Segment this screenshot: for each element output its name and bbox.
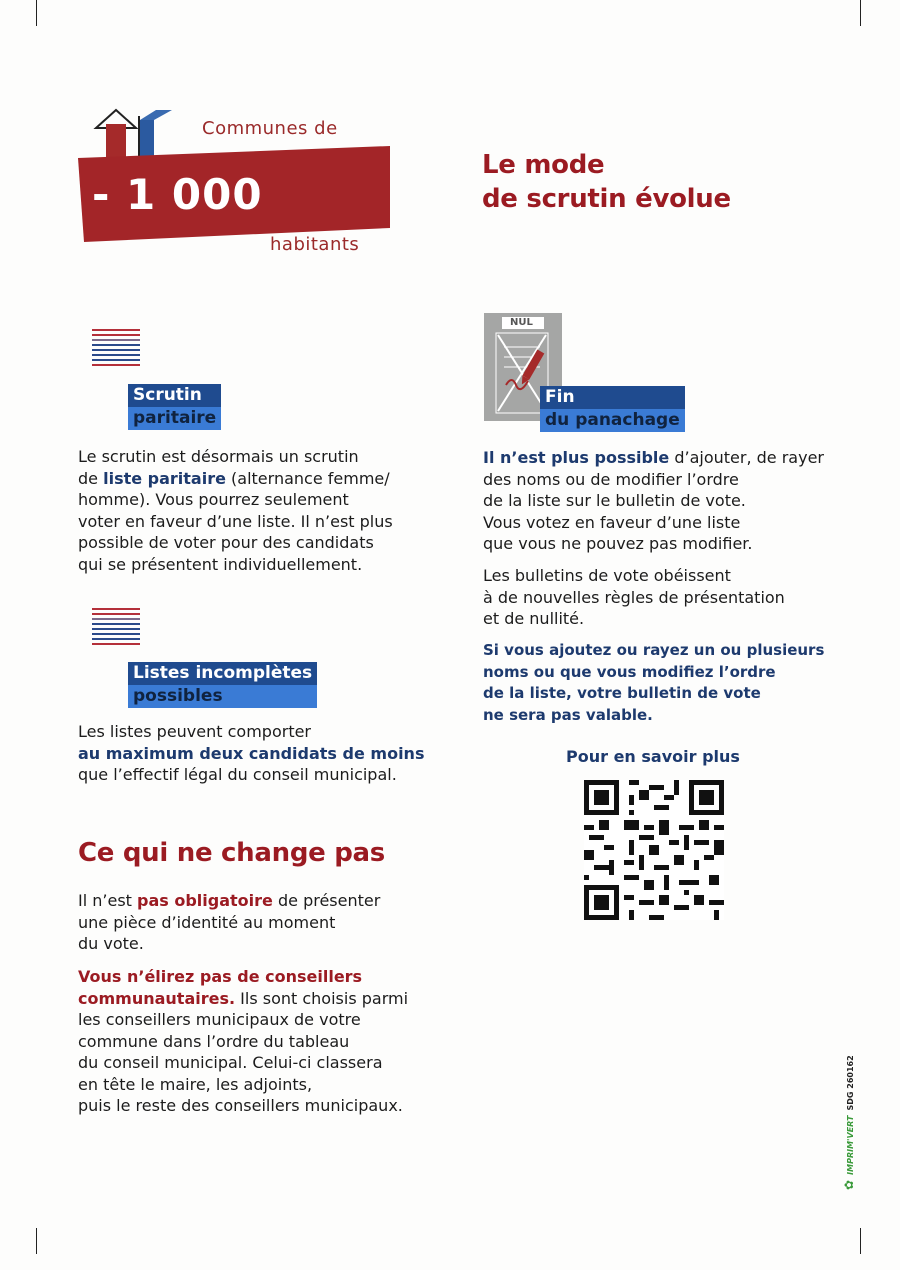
ballot-label: NUL	[510, 317, 533, 328]
panachage-text-2: Les bulletins de vote obéissent à de nouvelles règles de présentation et de nullité.	[483, 566, 785, 628]
imprim-vert-logo	[822, 1055, 856, 1190]
scrutin-label	[128, 384, 221, 430]
listes-label-line2: possibles	[128, 685, 317, 708]
more-info-heading: Pour en savoir plus	[566, 747, 740, 766]
scrutin-label-line1: Scrutin	[128, 384, 221, 407]
imprim-vert-text: IMPRIM'VERT	[846, 1115, 855, 1175]
logo-bottom-text: habitants	[270, 234, 360, 255]
scrutin-label-line2: paritaire	[128, 407, 221, 430]
crop-mark	[36, 0, 37, 26]
panachage-text-1: Il n’est plus possible d’ajouter, de rayer des noms ou de modifier l’ordre de la liste sur le bulletin de vote. Vous votez en faveur d’une liste que vous ne pouvez pas modifier.	[483, 448, 824, 553]
sdg-code: SDG 260162	[846, 1055, 855, 1111]
logo-number: - 1 000	[92, 170, 263, 219]
crop-mark	[36, 1228, 37, 1254]
stripes-icon	[92, 608, 140, 648]
logo-banner	[78, 146, 390, 242]
scrutin-text: Le scrutin est désormais un scrutin de liste paritaire (alternance femme/ homme). Vous pourrez seulement voter en faveur d’une liste. Il n’est plus possible de voter pour des candidats qui se présentent individuellement.	[78, 447, 393, 574]
commune-logo	[74, 100, 394, 260]
qr-code[interactable]	[584, 780, 724, 920]
stripes-icon	[92, 329, 140, 369]
main-title-line1: Le mode	[482, 150, 605, 180]
listes-label	[128, 662, 317, 708]
unchanged-text-2: Vous n’élirez pas de conseillers communautaires. Ils sont choisis parmi les conseillers municipaux de votre commune dans l’ordre du tableau du conseil municipal. Celui-ci classera en tête le maire, les adjoints, puis le reste des conseillers municipaux.	[78, 967, 409, 1115]
main-title	[482, 148, 731, 216]
leaf-icon: ✿	[842, 1179, 856, 1190]
unchanged-title: Ce qui ne change pas	[78, 838, 385, 868]
listes-text: Les listes peuvent comporter au maximum deux candidats de moins que l’effectif légal du conseil municipal.	[78, 722, 425, 784]
panachage-text-3: Si vous ajoutez ou rayez un ou plusieurs noms ou que vous modifiez l’ordre de la liste, votre bulletin de vote ne sera pas valable.	[483, 641, 825, 724]
main-title-line2: de scrutin évolue	[482, 184, 731, 214]
panachage-label-line2: du panachage	[540, 409, 685, 432]
listes-label-line1: Listes incomplètes	[128, 662, 317, 685]
panachage-label-line1: Fin	[540, 386, 685, 409]
crop-mark	[860, 1228, 861, 1254]
panachage-label	[540, 386, 685, 432]
unchanged-text-1: Il n’est pas obligatoire de présenter une pièce d’identité au moment du vote.	[78, 891, 381, 953]
logo-top-text: Communes de	[202, 118, 338, 139]
crop-mark	[860, 0, 861, 26]
